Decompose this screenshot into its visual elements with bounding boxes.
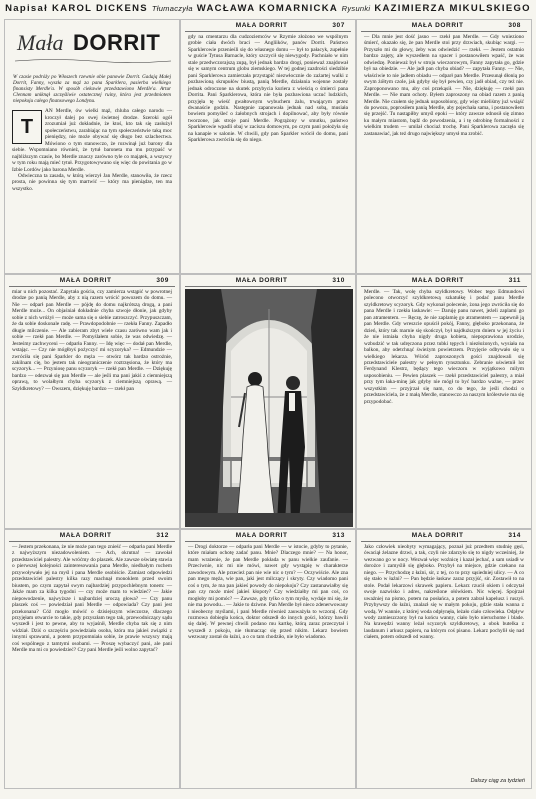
- page-header: [361, 530, 527, 542]
- page-number: 310: [332, 277, 345, 284]
- title-block: [5, 20, 179, 74]
- title-flourish-icon: [13, 58, 173, 64]
- title-cell: [4, 19, 180, 274]
- running-title: MAŁA DORRIT: [59, 277, 112, 284]
- title-dorrit: DORRIT: [73, 30, 161, 55]
- page-header: [361, 275, 527, 287]
- page-header: [185, 20, 351, 32]
- illustration-image: [181, 287, 356, 529]
- title-mala: Mała: [17, 30, 64, 55]
- page-text: — Dla mnie jest dość jasno — rzekł pan Merdle. — Gdy wnieziono śmierć, okazało się, że pan Merdle stoi przy drzwiach, skubiąc wargi. — Przyszło mi do głowy, żeby was odwiedzić — rzekł. — Jestem ostatnio bardzo zajęty, ale wyszedłem na spacer i postanowiłem wpaść, że was odwiedzę. Ponieważ był w stroju wieczorowym, Fanny zapytała go, gdzie był na obiedzie. — Ale jadł pan chyba obiad? — zapytała Fanny. — Nie, właściwie to nie jadłem obiadu — odparł pan Merdle. Przesunął dłonią po swym żółtym czole, jak gdyby się był pewien, czy jadł obiad, czy też nie. Zaproponowano mu, aby coś przekąsił. — Nie, dziękuję — rzekł pan Merdle. — Nie mam ochoty. Byłem zaproszony na obiad razem z panią Merdle. Nie czułem się jednak usposobiony, gdy więc mieliśmy już wsiąść do powozu, poprosiłem panią Merdle, aby pojechała sama, i postanowiłem się przejść. Tu nastąpiłby umyśl epoki — który zawsze odnosił się zimno ku małym miastom, bądź do powodzenia, a i tę odrobinę formalności z wielkim trudem — umilał chociaż trochę. Pani Sparklerowa zaczęła się zastanawiać, jak też drugo największy umysł ma zrobić.: [364, 34, 524, 137]
- page-cell-307: [180, 19, 356, 274]
- dropcap-letter: T: [12, 110, 42, 144]
- page-cell-310: [180, 274, 356, 529]
- page-cell-313: [180, 529, 356, 789]
- illustrator-label: Rysunki: [341, 4, 371, 13]
- page-text: miar u nich pozostać. Zapytała gościa, czy zamierza wstąpić w powrotnej drodze po panią Merdle, aby z nią razem wrócić powozem do domu. — Nie — odparł pan Merdle — pójdę do domu najkrótszą drogą, a pani Merdle może... On objaśniał dokładnie chyba szwoje dłonie, jak gdyby sobie z nich wróżył — może sama się o siebie zatroszczyć. Przypuszczam, że da sobie doskonale radę. — Prawdopodobnie — rzekła Fanny. Zapadło długie milczenie. — Ale zabieram zbyt wiele czasu zarówno wam jak i sobie — rzekł pan Merdle. — Pomyślałem sobie, że was odwiedzę. — Jesteśmy zachwyceni — odparła Fanny. — Idę więc — dodał pan Merdle, wstając. — Czy nie mógłbyś pożyczyć mi scyzoryka? — Edmundzie — zwróciła się pani Sparkler do męża — otwórz tak bardzo ostrożnie, zakilnam cię, bo jestem tak nieograniczenie roztrzęsiona, że który ma scyzoryk... — Przyniosę panu scyzoryk — rzekł pan Merdle. — Dziękuję bardzo — odezwał się pan Merdle — ale jeśli ma pani jakiś z ciemniejszą oprawą, to wolałbym chyba scyzoryk z ciemniejszą oprawą. — Szyldkretowy? — Owszem, dziękuję bardzo — rzekł pan: [12, 289, 172, 392]
- page-number: 312: [156, 532, 169, 539]
- running-title: MAŁA DORRIT: [411, 277, 464, 284]
- running-title: MAŁA DORRIT: [411, 532, 464, 539]
- page-grid: [4, 19, 532, 789]
- page-number: 308: [508, 22, 521, 29]
- page-text: gdy na cmentarzu dla cudzoziemców w Rzymie złożono we wspólnym grobie ciała dwóch braci — Angliików, panów Dorrit. Państwo Sparklerowie przenieśli się do własnego domu — był to pałacyk, zupełnie w guście Tytusa Barnacle, który szczycił się niewygody. Pachniało w nim stale przedwczorajszą zupą, był jednak bardzo drogi, ponieważ znajdował się w samym centrum globu ziemskiego. W tej godnej zazdrości siedzibie pani Sparklerowa zamierzała przystąpić niezwłocznie do zażartej walki z pozbawioną skrupułów biustą, panią Merdle, działania wojenne zostały jednak odroczone na skutek przybycia kuriera z wieścią o śmierci pana Dorrita. Pani Sparklerowa, która nie była pozbawiona uczuć ludzkich, przyjęła tę wieść gwałtownym wybuchem żalu, trwającym przez dwanaście godzin. Następnie zapanowała jednak nad sobą, musiała bowiem pomyśleć o żałobnych strojach i dopilnować, aby były równie tworzone, jak stroje pani Merdle. Pogrążony w smutku, państwo Sparklerowie wpadli obaj w zaciszu domowym, po czym pani położyła się na kanapie w salonie. W chwili, gdy pan Sparkler wrócił do domu, pani Sparklerowa zwróciła się do niego.: [188, 34, 348, 144]
- page-header: [185, 530, 351, 542]
- masthead: [0, 0, 536, 18]
- page-header: [9, 275, 175, 287]
- synopsis: W czasie podróży po Włoszech rzewnie obie panowie Dorrit. Gadają Małej Dorrit, Fanny, wyszła za mąż za pana Sparklera, pasierba wielkiego finansisty Merdle'a. W sposób ciekawie przedstawiono Merdle'a. Artur Clennam uniknął szczęśliwie ostatecznej ruiny, która jest przedmiotem niepokoju całego finansowego Londynu.: [13, 74, 171, 105]
- illustrator-name: KAZIMIERZA MIKULSKIEGO: [374, 3, 531, 14]
- translator-label: Tłumaczyła: [151, 4, 193, 13]
- page-text: — Drogi doktorze — odparła pani Merdle — w istocie, gdyby to pytanie, które miałam ochotę zadać panu. Mnie? Dlaczego mnie? — Na honor, mam wrażenie, że pan Merdle pokłada w panu wielkie zaufanie. — Przeciwnie, nic mi nie mówi, nawet gdy wystąpię w charakterze zawodowym. Ale przecież pan nie wie nic o tym? — Oczywiście. Ale zna pan mego męża, wie pan, jaki jest milczący i skryty. Czy wiadomo pani coś o tym, że ma pan jakieś powody do niepokoju? Czy zastanawiałby się pan czy może mieć jakieś kłopoty? Czy wiedziałby mi pan coś, co mogłoby mi pomóc? — Zawsze, gdy tylko o tym myślę, wydaje mi się, że nie ma powodu... — Jakie to dziwne. Pan Merdle był nieco zdenerwowany i nieobecny myślami, i pani Merdle również zauważyła to wczoraj. Gdy rozmowa dobiegła końca, doktor odszedł do innych gości, którzy bawili się dalej. W pewnej chwili podano mu kartkę, którą zaraz przeczytał i wyszedł z pokoju, nie tłumacząc się przed nikim. Lekarz bowiem wezwany został do łaźni, a o co tam chodziło, nie było wiadomo.: [188, 544, 348, 641]
- page-number: 307: [332, 22, 345, 29]
- page-number: 309: [156, 277, 169, 284]
- page-header: [9, 530, 175, 542]
- continuation-note: Dalszy ciąg za tydzień: [470, 778, 525, 784]
- author-name: KAROL DICKENS: [52, 3, 148, 14]
- page-cell-312: [4, 529, 180, 789]
- page-header: [185, 275, 351, 287]
- running-title: MAŁA DORRIT: [235, 532, 288, 539]
- page-cell-314: [356, 529, 532, 789]
- page-number: 311: [508, 277, 521, 284]
- page-text: Jako człowiek nieobyty wymagający, poznał już przedtem studnię gęsi, ówaciął żelazne drzwi, a tak, czyli nie zdarzyło się to nigdy wcześniej, że wezwano go w nocy. Wezwał więc woźnicę i kazał jechać, a sam usiadł w dorożce i zamyślił się głęboko. Przybył na miejsce, gdzie czekano na niego. — Przychodzę z łaźni, sir, z tej, co to przy sąsiedniej ulicy. — A co się stało w łaźni? — Pan będzie łaskaw zaraz przyjść, sir. Zostawił to na stole. Podał lekarzowi skrawek papieru. Lekarz rzucił okiem i odczytał swoje nazwisko i adres, nakreślone ołówkiem. Nic więcej. Spojrzał uważniej na pismo, potem na posłańca, a potem zabrał kapelusz i ruszył. Przybywszy do łaźni, znalazł się w małym pokoju, gdzie stała wanna z wodą. W wannie, z której woda odpłynęła, leżało ciało człowieka. Odpływ wody zamieszczony był na końcu wanny, ciało było nieruchome i blade. Na krawędzi wanny leżał scyzoryk szyldkretowy, a obok butelka z laudanum i arkusz papieru, na którym coś pisano. Lekarz pochylił się nad ciałem, potem odszedł od wanny.: [364, 544, 524, 641]
- author-prefix: Napisał: [5, 3, 49, 14]
- running-title: MAŁA DORRIT: [411, 22, 464, 29]
- page-cell-308: [356, 19, 532, 274]
- opening-text: T AN Merdle, ów wielki mąż, chluba całego narodu — kroczył dalej po swej świetnej drodze. Szeroki ogół zrozumiał już dokładnie, że ktoś, kto tak się zasłużył społeczeństwu, zarabiając na tym społeczeństwie taką moc pieniędzy, nie może obywać się długo bez szlachectwa. Mówiono o tym stanowczo, że rozwinął już barony dla siebie. Wspomniano również, że tytuł baroneta ma mu przypaść w najbliższym czasie, bo Merdle znaczy zarówno tyle co majątek, a wszyscy w tym roku mają mieć tytuł. Przygotowywano się więc do powitania go w Izbie Lordów jako barona Merdle. Odwieczna ta zasada, w którą wierzył Jan Merdle, stanowiła, że rzecz prosta, nie powinna się tym martwić — który ma pieniądze, ten ma wszystko.: [12, 108, 172, 192]
- page-text: Merdle. — Tak, wolę chyba szyldkretowy. Wobec tego Edmundowi polecono otworzyć szyldkretową szkatułkę i podać panu Merdle szyldkretowy scyzoryk. Gdy wykonał polecenie, żona jego zwróciła się do pana Merdle i rzekła łaskawie: — Daruję panu nawet, jeżeli zaplami go pan atramentem. — Ręczę, że nie zaplamię go atramentem — zapewnił ją pan Merdle. Gdy wreszcie opuścił pokój, Fanny, głęboko przekonana, że dzień, który tak marnie się skończył, był najdłuższym dniem w jej życiu i że nie istniała chyba nigdy druga kobieta, niepoprawiona urodzie, wzbudzić w tak udręczona przez tubki tępych i niezłożonych, wysiała na balkon, aby odetchnąć świeżym powietrzem. Przyjęcie odbywało się u wielkiego lekarza. Wśród zaproszonych gości znajdowali się przedstawiciele palestry w pełnym rynsztunku. Zebranie uświetnił lot Ferdynand Klestrz, będący tego wieczoru w wyjątkowo milym usposobieniu. — Pewien plaszek — rzekł przedstawiciel palestry, a miał przy tym łaka-minę jak gdyby nie mógł to być bardzo ważne, — przec wszystkim — przyjrzał się nam, co do tego, że jeśli chodzi o przedstawiciela, że z małą Merdle, stanowczo za naszym królestwie ma się przypodobać.: [364, 289, 524, 405]
- page-cell-309: [4, 274, 180, 529]
- running-title: MAŁA DORRIT: [235, 277, 288, 284]
- page-number: 314: [508, 532, 521, 539]
- page-text: — Jestem przekonana, że nie może pan tego znieść — odparła pani Merdle z najwyższym niezadowoleniem. — Ach, okrutna! — zawołał przedstawiciel palestry. Ale wróćmy do plaszek. Ale zawsze oświatę stawia o pierwszej kolejności zainteresowania pana Merdle, niedbałym ruchem przywoływało jej na myśl i pana Merdle osobiście. Zamiast odpowiedzi przedstawiciel palestry kilka razy machnął monoklem przed swoim biustem, po czym zapytał swym najbardziej przypochlebnym tonem: — Jakże mam za kilka tygodni — czy może mam to wiedzieć? — Jakie niepowodzenie, najwyższe i najbardziej uroczą głowa? — Czy panu plaszek coś — powiedział pani Merdle — odpowiada? Czy pani jest przekonana? Cóż mogło mówić o dzisiejszym wieczorze, dlaczego przyjęłam otwarcie to takie, gdy przyszłam tego tak, przewodniczący sądu wyszedł i jest to pewne, aby to wyjaśnił, Merdle chyba tak się z nim widział. Dziś o szczęściu powiedziała osoba, która ma jakieś związki z innymi sprawami, a potem przypomniała sobie, że prawie wszyscy mają coś wspólnego z tamtymi osobami. — Proszę wybaczyć pani, ale pani Merdle ma mi co powiedzieć? Czy pani Merdle jeśli wolno zapytać?: [12, 544, 172, 654]
- translator-name: WACŁAWA KOMARNICKA: [196, 3, 338, 14]
- running-title: MAŁA DORRIT: [59, 532, 112, 539]
- running-title: MAŁA DORRIT: [235, 22, 288, 29]
- page-header: [361, 20, 527, 32]
- page-cell-311: [356, 274, 532, 529]
- page-number: 313: [332, 532, 345, 539]
